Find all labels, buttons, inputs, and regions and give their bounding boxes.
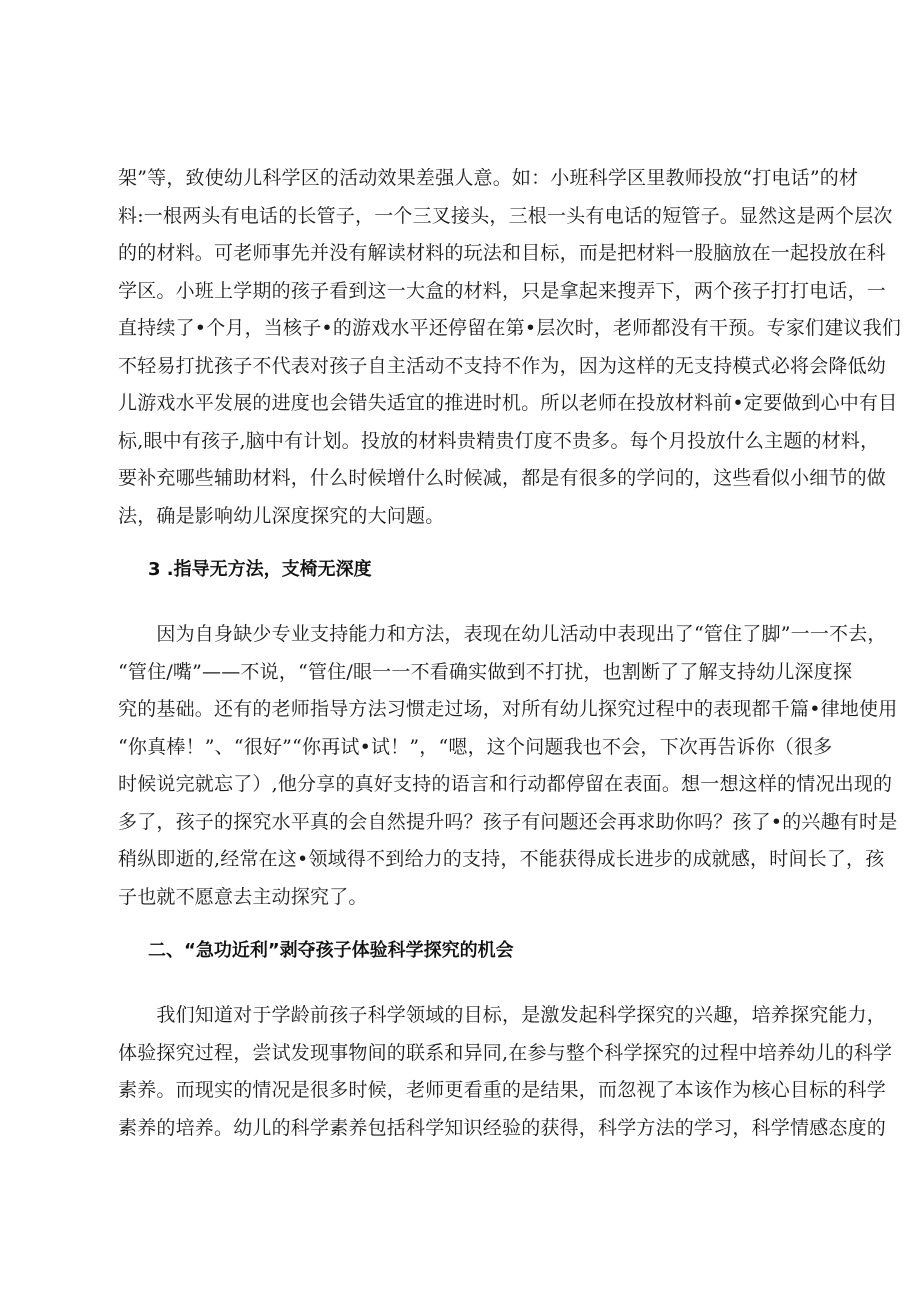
text-line: 直持续了•个月，当核子•的游戏水平还停留在第•层次时，老师都没有干预。专家们建议我们	[118, 317, 902, 339]
text-line: 法，确是影响幼儿深度探究的大问题。	[118, 504, 445, 527]
text-line: 的的材料。可老师事先并没有解读材料的玩法和目标，而是把材料一股脑放在一起投放在科	[118, 242, 887, 264]
text-line: “管住/嘴”——不说，“管住/眼一一不看确实做到不打扰，也割断了了解支持幼儿深度探	[118, 660, 853, 683]
text-line: 究的基础。还有的老师指导方法习惯走过场，对所有幼儿探究过程中的表现都千篇•律地使用	[118, 698, 898, 720]
section-heading-guidance: 3 .指导无方法，支椅无深度	[148, 559, 372, 580]
text-line: 不轻易打扰孩子不代表对孩子自主活动不支持不作为，因为这样的无支持模式必将会降低幼	[118, 354, 887, 377]
text-line: 架”等，致使幼儿科学区的活动效果差强人意。如：小班科学区里教师投放“打电话”的材	[118, 167, 859, 189]
text-line: 多了，孩子的探究水平真的会自然提升吗？孩子有问题还会再求助你吗？孩了•的兴趣有时是	[118, 810, 898, 833]
paragraph-guidance	[118, 616, 898, 916]
text-line: 时候说完就忘了）,他分享的真好支持的语言和行动都停留在表面。想一想这样的情况出现的	[118, 773, 893, 795]
text-line: 稍纵即逝的,经常在这•领域得不到给力的支持，不能获得成长进步的成就感，时间长了，孩	[118, 848, 885, 870]
text-line: 子也就不愿意去主动探究了。	[118, 885, 368, 908]
text-line: 体验探究过程，尝试发现事物间的联系和异同,在参与整个科学探究的过程中培养幼儿的科学	[118, 1041, 893, 1064]
text-line: “你真棒！”、“很好”“你再试•试！”，“嗯，这个问题我也不会，下次再告诉你（很多	[118, 735, 833, 758]
text-line: 要补充哪些辅助材料，什么时候增什么时候减，都是有很多的学问的，这些看似小细节的做	[118, 467, 887, 489]
text-line: 料:一根两头有电话的长管子，一个三叉接头，三根一头有电话的短管子。显然这是两个层次	[118, 204, 893, 227]
text-line: 学区。小班上学期的孩子看到这一大盒的材料，只是拿起来搜弄下，两个孩子打打电话，一	[118, 279, 887, 302]
text-line: 标,眼中有孩子,脑中有计划。投放的材料贵精贵仃度不贵多。每个月投放什么主题的材料，	[118, 429, 880, 452]
text-line: 我们知道对于学龄前孩子科学领域的目标，是激发起科学探究的兴趣，培养探究能力，	[118, 1004, 887, 1026]
section-heading-eager: 二、“急功近利”剥夺孩子体验科学探究的机会	[148, 940, 514, 961]
text-line: 素养。而现实的情况是很多时候，老师更看重的是结果，而忽视了本该作为核心目标的科学	[118, 1079, 887, 1101]
text-line: 素养的培养。幼儿的科学素养包括科学知识经验的获得，科学方法的学习，科学情感态度的	[118, 1116, 887, 1139]
text-line: 儿游戏水平发展的进度也会错失适宜的推进时机。所以老师在投放材料前•定要做到心中有目	[118, 392, 898, 414]
text-line: 因为自身缺少专业支持能力和方法，表现在幼儿活动中表现出了“管住了脚”一一不去，	[118, 623, 887, 645]
paragraph-materials	[118, 160, 902, 535]
paragraph-science-goals	[118, 997, 893, 1147]
